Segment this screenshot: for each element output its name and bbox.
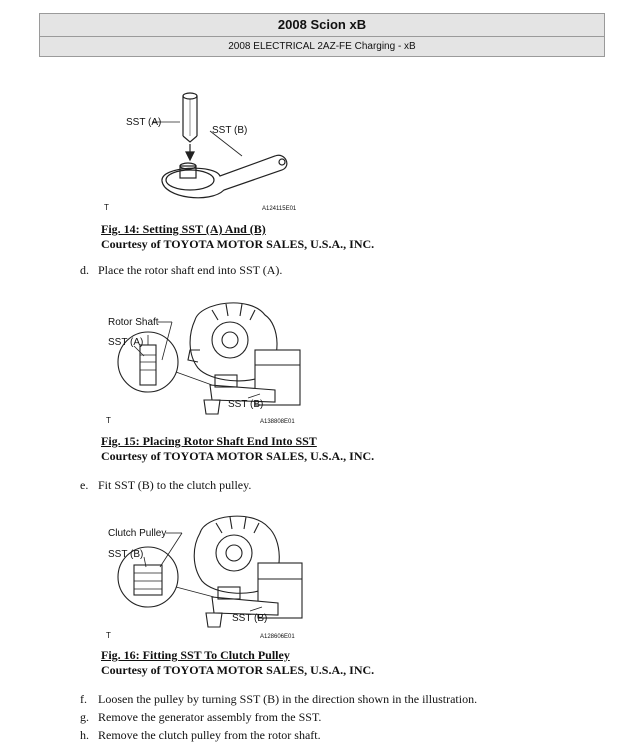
fig16-corner-mark: T	[106, 631, 111, 640]
fig15-corner-mark: T	[106, 416, 111, 425]
figure-16-credit: Courtesy of TOYOTA MOTOR SALES, U.S.A., INC.	[101, 663, 375, 677]
fig14-label-sst-a: SST (A)	[126, 117, 162, 128]
step-f-text: Loosen the pulley by turning SST (B) in the direction shown in the illustration.	[98, 692, 478, 706]
figure-15-credit: Courtesy of TOYOTA MOTOR SALES, U.S.A., INC.	[101, 449, 375, 463]
fig14-ref-code: A124115E01	[262, 206, 297, 212]
step-h	[80, 728, 321, 743]
fig15-label-sst-b: SST (B)	[228, 399, 264, 410]
figure-14-title: Fig. 14: Setting SST (A) And (B)	[101, 222, 266, 236]
step-d-letter: d.	[80, 263, 89, 277]
fig16-label-sst-b-wrench: SST (B)	[232, 613, 268, 624]
step-d	[80, 263, 282, 278]
step-h-text: Remove the clutch pulley from the rotor shaft.	[98, 728, 321, 742]
document-header	[39, 13, 605, 57]
figure-16-title: Fig. 16: Fitting SST To Clutch Pulley	[101, 648, 290, 662]
figure-14-caption	[101, 222, 374, 252]
fig14-label-sst-b: SST (B)	[212, 125, 248, 136]
figure-16-illustration	[100, 505, 320, 645]
fig15-label-sst-a: SST (A)	[108, 337, 144, 348]
step-f-letter: f.	[80, 692, 87, 706]
header-subtitle: 2008 ELECTRICAL 2AZ-FE Charging - xB	[228, 41, 416, 52]
fig14-corner-mark: T	[104, 203, 109, 212]
step-e	[80, 478, 251, 493]
step-g-text: Remove the generator assembly from the SST.	[98, 710, 322, 724]
step-f	[80, 692, 477, 707]
figure-15-illustration	[100, 290, 320, 430]
step-e-text: Fit SST (B) to the clutch pulley.	[98, 478, 252, 492]
figure-14-illustration	[100, 86, 320, 216]
step-e-letter: e.	[80, 478, 89, 492]
step-h-letter: h.	[80, 728, 89, 742]
fig16-ref-code: A128606E01	[260, 634, 295, 640]
step-g	[80, 710, 321, 725]
step-g-letter: g.	[80, 710, 89, 724]
fig16-label-clutch-pulley: Clutch Pulley	[108, 528, 167, 539]
figure-16-caption	[101, 648, 374, 678]
fig16-label-sst-b: SST (B)	[108, 549, 144, 560]
figure-15-caption	[101, 434, 374, 464]
fig15-label-rotor-shaft: Rotor Shaft	[108, 317, 159, 328]
figure-15-title: Fig. 15: Placing Rotor Shaft End Into SST	[101, 434, 317, 448]
fig15-ref-code: A138808E01	[260, 419, 295, 425]
step-d-text: Place the rotor shaft end into SST (A).	[98, 263, 283, 277]
figure-14-credit: Courtesy of TOYOTA MOTOR SALES, U.S.A., INC.	[101, 237, 375, 251]
header-title: 2008 Scion xB	[40, 14, 604, 37]
